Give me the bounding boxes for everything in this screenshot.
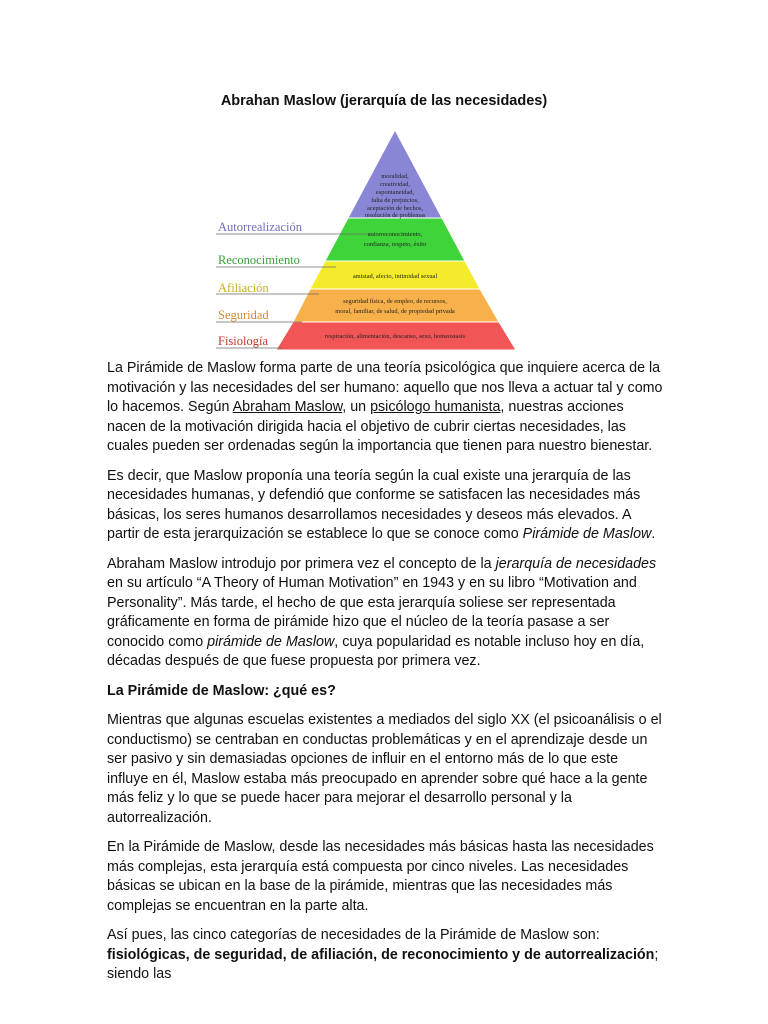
- tier-2-line-0: amistad, afecto, intimidad sexual: [352, 273, 438, 280]
- emphasis-jerarquia: jerarquía de necesidades: [495, 555, 657, 572]
- label-reconocimiento: Reconocimiento: [218, 253, 300, 267]
- paragraph-1: La Pirámide de Maslow forma parte de una teoría psicológica que inquiere acerca de la motivación y las necesidades del ser humano: aquello que nos lleva a actuar tal y como lo hacemos. Según Abraham Maslow, un psicólogo humanista, nuestras acciones nacen de la motivación dirigida hacia el objetivo de cubrir ciertas necesidades, las cuales pueden ser ordenadas según la importancia que tienen para nuestro bienestar.: [107, 360, 663, 454]
- label-afiliacion: Afiliación: [218, 281, 269, 295]
- tier-3-line-0: seguridad física, de empleo, de recursos,: [343, 298, 447, 305]
- tier-0-line-3: falta de prejuicios,: [371, 197, 419, 204]
- tier-0-line-0: moralidad,: [381, 173, 409, 180]
- section-heading: La Pirámide de Maslow: ¿qué es?: [107, 682, 336, 699]
- bold-categories: fisiológicas, de seguridad, de afiliación, de reconocimiento y de autorrealización: [107, 946, 655, 963]
- paragraph-4: Mientras que algunas escuelas existentes a mediados del siglo XX (el psicoanálisis o el conductismo) se centraban en conductas problemáticas y en el aprendizaje desde un ser pasivo y sin demasiadas opciones de influir en el entorno más de lo que este influye en él, Maslow estaba más preocupado en aprender sobre qué hace a la gente más feliz y lo que se puede hacer para mejorar el desarrollo personal y la autorrealización.: [107, 712, 662, 826]
- tier-0-line-4: aceptación de hechos,: [367, 205, 423, 212]
- label-seguridad: Seguridad: [218, 308, 269, 322]
- tier-1-line-0: autorreconocimiento,: [367, 231, 423, 238]
- article-body: [107, 359, 663, 995]
- document-title: Abrahan Maslow (jerarquía de las necesidades): [220, 93, 548, 109]
- paragraph-6: Así pues, las cinco categorías de necesidades de la Pirámide de Maslow son: fisiológicas, de seguridad, de afiliación, de reconocimiento y de autorrealización; siendo las: [107, 927, 659, 982]
- tier-0-line-1: creatividad,: [380, 181, 410, 188]
- label-fisiologia: Fisiología: [218, 334, 269, 348]
- tier-0-line-5: resolución de problemas: [364, 212, 426, 219]
- tier-1-line-1: confianza, respeto, éxito: [363, 241, 427, 248]
- pyramid-tier-seguridad: [293, 289, 499, 322]
- link-abraham-maslow[interactable]: Abraham Maslow: [232, 399, 343, 415]
- maslow-pyramid: [208, 126, 538, 354]
- paragraph-2: Es decir, que Maslow proponía una teoría según la cual existe una jerarquía de las necesidades humanas, y defendió que conforme se satisfacen las necesidades más básicas, los seres humanos desarrollamos necesidades y deseos más elevados. A partir de esta jerarquización se establece lo que se conoce como Pirámide de Maslow.: [107, 467, 656, 542]
- paragraph-3: Abraham Maslow introdujo por primera vez el concepto de la jerarquía de necesidades en su artículo “A Theory of Human Motivation” en 1943 y en su libro “Motivation and Personality”. Más tarde, el hecho de que esta jerarquía soliese ser representada gráficamente en forma de pirámide hizo que el núcleo de la teoría pasase a ser conocido como pirámide de Maslow, cuya popularidad es notable incluso hoy en día, décadas después de que fuese propuesta por primera vez.: [107, 555, 657, 669]
- paragraph-5: En la Pirámide de Maslow, desde las necesidades más básicas hasta las necesidades más complejas, esta jerarquía está compuesta por cinco niveles. Las necesidades básicas se ubican en la base de la pirámide, mientras que las necesidades más complejas se encuentran en la parte alta.: [107, 839, 654, 914]
- tier-3-line-1: moral, familiar, de salud, de propiedad privada: [335, 308, 455, 315]
- emphasis-piramide-lower: pirámide de Maslow: [207, 633, 335, 650]
- emphasis-piramide: Pirámide de Maslow: [522, 526, 652, 542]
- maslow-pyramid-figure: [208, 126, 538, 354]
- link-psicologo-humanista[interactable]: psicólogo humanista: [370, 399, 501, 415]
- pyramid-tier-reconocimiento: [325, 218, 465, 261]
- tier-4-line-0: respiración, alimentación, descanso, sexo, homeostasis: [324, 333, 466, 340]
- label-autorrealizacion: Autorrealización: [218, 220, 302, 234]
- tier-0-line-2: espontaneidad,: [375, 189, 415, 196]
